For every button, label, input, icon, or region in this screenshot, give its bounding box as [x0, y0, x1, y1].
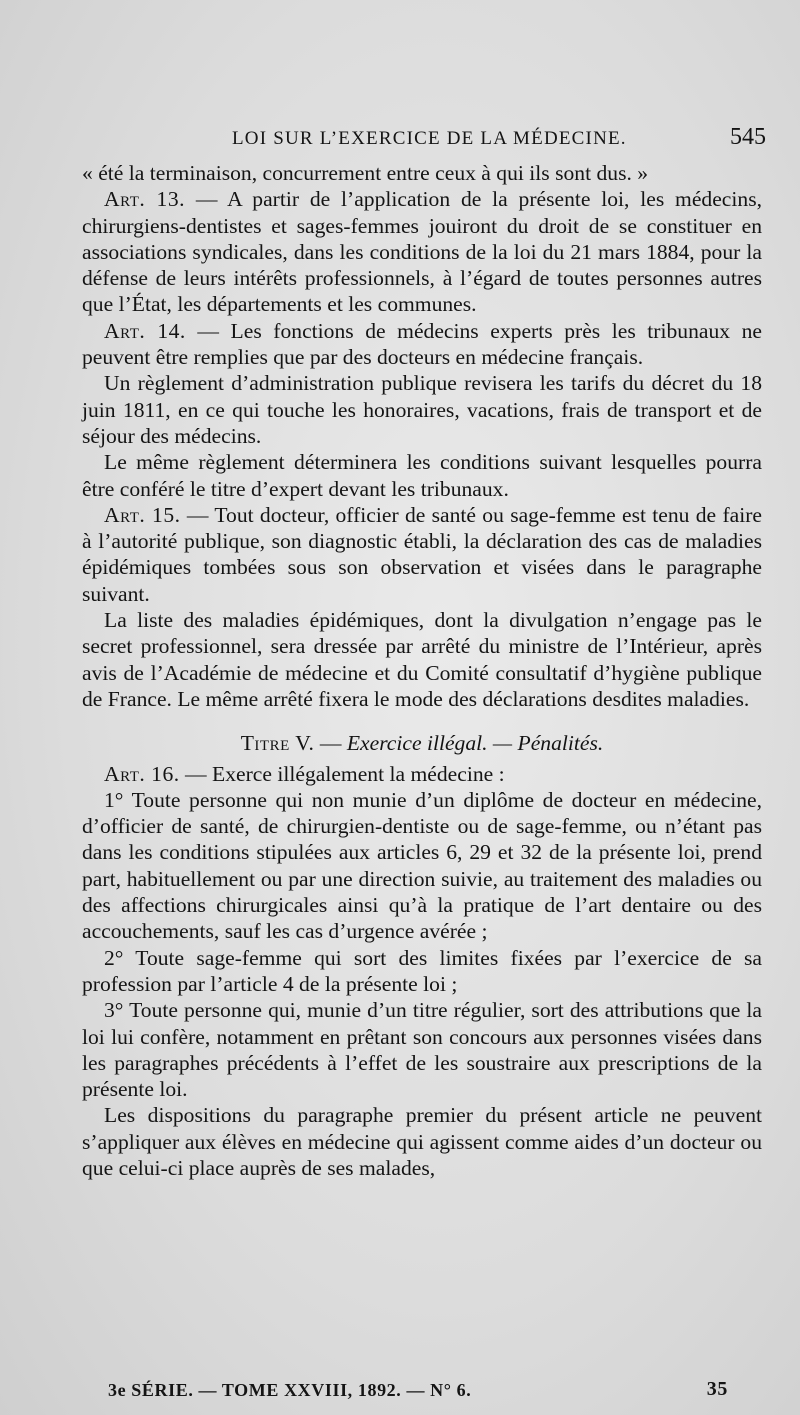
- article-13: [82, 186, 762, 317]
- series-info: 3e SÉRIE. — TOME XXVIII, 1892. — N° 6.: [108, 1380, 472, 1400]
- titre-label: Titre V.: [240, 731, 315, 756]
- page-number: 545: [730, 124, 766, 150]
- article-16: [82, 761, 762, 787]
- section-heading: Titre V. — Exercice illégal. — Pénalités.: [240, 731, 604, 756]
- paragraph-meme-reglement: Le même règlement déterminera les conditions suivant lesquelles pourra être conféré le titre d’expert devant les tribunaux.: [82, 450, 762, 501]
- article-text: — Exerce illégalement la médecine :: [179, 761, 505, 786]
- article-label: Art. 14.: [104, 318, 186, 343]
- article-label: Art. 13.: [104, 187, 186, 212]
- article-text: — Les fonctions de médecins experts près les tribunaux ne peuvent être remplies que par des docteurs en médecine français.: [82, 318, 762, 370]
- running-header: [82, 124, 772, 154]
- paragraph-continuation: « été la terminaison, concurrement entre ceux à qui ils sont dus. »: [82, 161, 649, 185]
- list-item: 1° Toute personne qui non munie d’un diplôme de docteur en médecine, d’officier de santé, de chirurgien-dentiste ou de sage-femme, ou n’étant pas dans les conditions stipulées aux articles 6, 29 et 32 de la présente loi, prend part, habituellement ou par une direction suivie, au traitement des maladies ou des affections chirurgicales ainsi qu’à la pratique de l’art dentaire ou des accouchements, sauf les cas d’urgence avérée ;: [82, 787, 762, 944]
- running-title: LOI SUR L’EXERCICE DE LA MÉDECINE.: [232, 128, 627, 149]
- page-footer: [108, 1378, 728, 1408]
- article-text: — A partir de l’application de la présente loi, les médecins, chirurgiens-dentistes et sages-femmes jouiront du droit de se constituer en associations syndicales, dans les conditions de la loi du 21 mars 1884, pour la défense de leurs intérêts professionnels, à l’égard de toutes personnes autres que l’État, les départements et les communes.: [82, 187, 762, 317]
- article-15: [82, 502, 762, 607]
- list-item: 3° Toute personne qui, munie d’un titre régulier, sort des attributions que la loi lui confère, notamment en prêtant son concours aux personnes visées dans les paragraphes précédents à l’effet de les soustraire aux prescriptions de la présente loi.: [82, 998, 762, 1102]
- article-label: Art. 15.: [104, 502, 181, 527]
- folio-number: 35: [706, 1378, 728, 1400]
- article-text: — Tout docteur, officier de santé ou sage-femme est tenu de faire à l’autorité publique, son diagnostic établi, la déclaration des cas de maladies épidémiques tombées sous son observation et visées dans le paragraphe suivant.: [82, 502, 762, 606]
- paragraph-reglement: Un règlement d’administration publique revisera les tarifs du décret du 18 juin 1811, en ce qui touche les honoraires, vacations, frais de transport et de séjour des médecins.: [82, 371, 762, 448]
- body-text: [82, 160, 762, 1181]
- list-item: 2° Toute sage-femme qui sort des limites fixées par l’exercice de sa profession par l’article 4 de la présente loi ;: [82, 945, 762, 996]
- article-14: [82, 318, 762, 371]
- article-label: Art. 16.: [104, 761, 180, 786]
- titre-text: Exercice illégal. — Pénalités.: [346, 731, 604, 756]
- paragraph-liste: La liste des maladies épidémiques, dont la divulgation n’engage pas le secret professionnel, sera dressée par arrêté du ministre de l’Intérieur, après avis de l’Académie de médecine et du Comité consultatif d’hygiène publique de France. Le même arrêté fixera le mode des déclarations desdites maladies.: [82, 608, 762, 711]
- paragraph-dispositions: Les dispositions du paragraphe premier du présent article ne peuvent s’appliquer aux élèves en médecine qui agissent comme aides d’un docteur ou que celui-ci place auprès de ses malades,: [82, 1103, 762, 1180]
